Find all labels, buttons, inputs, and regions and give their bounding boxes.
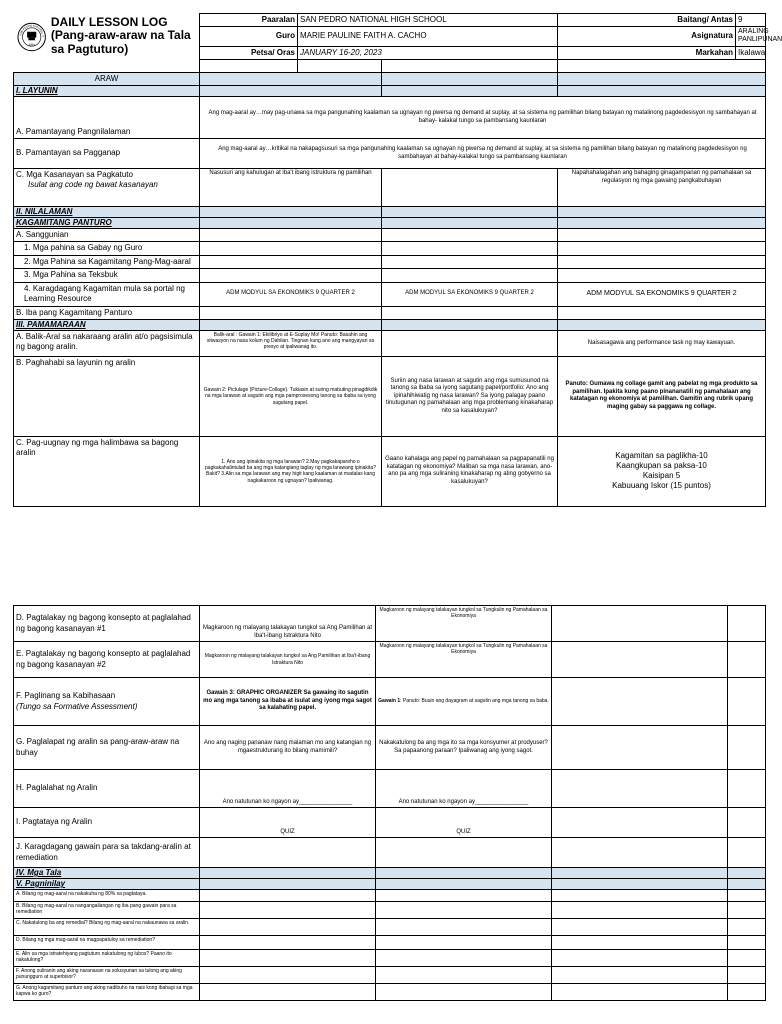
paglinang-label: F. Paglinang sa Kabihasaan — [16, 691, 116, 701]
date-label: Petsa/ Oras — [200, 46, 298, 59]
pag-uugnay-day1: 1. Ano ang ipinakita ng mga larawan? 2.May pagkakapareho o pagkakahalintulad ba ang mga katangiang taglay ng mga larawang ipinakita? Bakit? 3.Alin sa mga larawan ang may higit kang kaalaman at madalas kang nagkakaroon ng ugnayan? Ipaliwanag. — [200, 436, 382, 506]
date-value: JANUARY 16-20, 2023 — [298, 46, 558, 59]
pag-uugnay-label: C. Pag-uugnay ng mga halimbawa sa bagong aralin — [14, 436, 200, 506]
adm-day4: ADM MODYUL SA EKONOMIKS 9 QUARTER 2 — [558, 282, 766, 306]
paglalapat-label: G. Paglalapat ng aralin sa pang-araw-araw na buhay — [14, 726, 200, 770]
sanggunian-item-2: 2. Mga Pahina sa Kagamitang Pang-Mag-aaral — [14, 255, 200, 268]
section-pamamaraan: III. PAMAMARAAN — [14, 319, 766, 330]
grade-value: 9 — [736, 14, 766, 27]
section-kagamitan: KAGAMITANG PANTURO — [14, 218, 766, 229]
iba-pang-kagamitan-label: B. Iba pang Kagamitang Panturo — [14, 306, 200, 319]
balik-aral-day4: Naisasagawa ang performance task ng may kawayuan. — [558, 330, 766, 356]
quarter-value: Ikalawa — [736, 46, 766, 59]
paglalapat-day1: Ano ang naging pananaw nang malaman mo ang katangian ng mgaestrukturang ito bilang mamimili? — [200, 726, 376, 770]
pagninilay-c: C. Nakatulong ba ang remedial? Bilang ng mag-aaral na nakaunawa sa aralin. — [14, 919, 200, 936]
section-nilalaman: II. NILALAMAN — [14, 207, 766, 218]
section-mga-tala: IV. Mga Tala — [14, 868, 766, 879]
karagdagang-gawain-label: J. Karagdagang gawain para sa takdang-aralin at remediation — [14, 838, 200, 868]
doc-title: DAILY LESSON LOG — [50, 14, 168, 29]
paglinang-day1: Gawain 3: GRAPHIC ORGANIZER Sa gawaing ito sagutin mo ang mga tanong sa ibaba at isulat ang iyong mga sagot sa kalahating papel. — [200, 678, 376, 726]
pagtataya-day1: QUIZ — [200, 808, 376, 838]
page-2 — [13, 605, 765, 1001]
page-1 — [13, 13, 782, 507]
pagninilay-f: F. Anong suliranin ang aking naranasan na solusyunan sa tulong ang aking punungguro at superbisor? — [14, 967, 200, 984]
paghahabi-day4: Panuto: Gumawa ng collage gamit ang pabelat ng mga produkto sa pamilihan. Ipakita kung paano pinananatili ng pamahalaan ang katatagan ng ekonomiya at pamilihan. Gamitin ang rubrik upang maging gabay sa paggawa ng collage. — [558, 356, 766, 436]
logo-and-title — [14, 14, 200, 60]
sanggunian-item-1: 1. Mga pahina sa Gabay ng Guro — [14, 242, 200, 255]
adm-day2: ADM MODYUL SA EKONOMIKS 9 QUARTER 2 — [382, 282, 558, 306]
school-value: SAN PEDRO NATIONAL HIGH SCHOOL — [298, 14, 558, 27]
doc-subtitle: (Pang-araw-araw na Tala sa Pagtuturo) — [50, 28, 191, 57]
pagninilay-d: D. Bilang ng mga mag-aaral na magpapatuloy sa remediation? — [14, 936, 200, 950]
pagninilay-a: A. Bilang ng mag-aaral na nakakuha ng 80% sa pagtataya. — [14, 890, 200, 902]
subject-label: Asignatura — [558, 27, 736, 46]
quarter-label: Markahan — [558, 46, 736, 59]
adm-day1: ADM MODYUL SA EKONOMIKS 9 QUARTER 2 — [200, 282, 382, 306]
araw-header: ARAW — [14, 73, 200, 86]
seal-year: 1964 — [28, 42, 35, 46]
paglinang-note: (Tungo sa Formative Assessment) — [16, 701, 138, 711]
dll-table-page-2 — [13, 605, 766, 1001]
kasanayan-day1: Nasusuri ang kahulugan at iba't ibang istruktura ng pamilihan — [200, 169, 382, 207]
pagtataya-label: I. Pagtataya ng Aralin — [14, 808, 200, 838]
pag-uugnay-day2: Gaano kahalaga ang papel ng pamahalaan sa pagpapanatili ng katatagan ng ekonomiya? Maliban sa mga nasa larawan, ano-ano pa ang mga suliraning kinakaharap ng ating gobyerno sa kasalukuyan? — [382, 436, 558, 506]
paglalahat-label: H. Paglalahat ng Aralin — [14, 770, 200, 808]
pagtalakay-1-day2: Magkaroon ng malayang talakayan tungkol sa Tungkulin ng Pamahalaan sa Ekonomiya — [376, 606, 552, 642]
pagninilay-b: B. Bilang ng mag-aaral na nangangailangan ng iba pang gawain para sa remediation — [14, 902, 200, 919]
paglinang-day2-bold: Gawain 1 — [378, 698, 401, 705]
school-label: Paaralan — [200, 14, 298, 27]
sanggunian-label: A. Sanggunian — [14, 229, 200, 242]
section-layunin: I. LAYUNIN — [14, 86, 766, 97]
pagninilay-g: G. Anong kagamitang panturo ang aking nadibuho na nais kong ibahagi sa mga kapwa ko guro? — [14, 984, 200, 1001]
pagtataya-day2: QUIZ — [376, 808, 552, 838]
kasanayan-note: Isulat ang code ng bawat kasanayan — [28, 180, 158, 190]
section-pagninilay: V. Pagninilay — [14, 879, 766, 890]
pagtalakay-2-label: E. Pagtalakay ng bagong konsepto at paglalahad ng bagong kasanayan #2 — [14, 642, 200, 678]
teacher-value: MARIE PAULINE FAITH A. CACHO — [298, 27, 558, 46]
paglalapat-day2: Nakakatulong ba ang mga ito sa mga konsyumer at prodyuser? Sa papaanong paraan? Ipaliwanag ang iyong sagot. — [376, 726, 552, 770]
subject-value: ARALING PANLIPUNAN — [736, 27, 766, 46]
paghahabi-label: B. Paghahabi sa layunin ng aralin — [14, 356, 200, 436]
rubric-line-3: Kaisipan 5 — [642, 471, 681, 481]
pagtalakay-2-day2: Magkaroon ng malayang talakayan tungkol sa Tungkulin ng Pamahalaan sa Ekonomiya — [376, 642, 552, 678]
paglinang-day2: : Panuto: Buuin ang dayagram at sagutin ang mga tanong sa baba. — [400, 698, 549, 705]
pamantayan-sa-pagganap-text: Ang mag-aaral ay…kritikal na nakapagsusuri sa mga pangunahing kaalaman sa ugnayan ng pwersa ng demand at suplay, at sa sistema ng pamilihan bilang batayan ng matalinong pagdedesisyon ng sambahayan at bahay-kalakal tungo sa pambansang kaunlaran — [200, 139, 766, 169]
paghahabi-day2: Suriin ang nasa larawan at sagutin ang mga sumusunod na tanong sa ibaba sa iyong sagutang papel/portfolio: Ano ang ipinahihiwatig ng nasa larawan? Sa iyong palagay paano tinutugunan ng pamahalaan ang mga problemang kinakaharap nito sa kasalukuyan? — [382, 356, 558, 436]
rubric-line-2: Kaangkupan sa paksa-10 — [616, 461, 707, 471]
rubric-line-1: Kagamitan sa paglikha-10 — [615, 451, 708, 461]
pagtalakay-1-day1: Magkaroon ng malayang talakayan tungkol sa Ang Pamilihan at Iba't-ibang Istraktura Nito — [200, 606, 376, 642]
sanggunian-item-3: 3. Mga Pahina sa Teksbuk — [14, 269, 200, 282]
balik-aral-label: A. Balik-Aral sa nakaraang aralin at/o pagsisimula ng bagong aralin. — [14, 330, 200, 356]
kasanayan-label: C. Mga Kasanayan sa Pagkatuto — [16, 170, 133, 179]
pagtalakay-2-day1: Magkaroon ng malayang talakayan tungkol sa Ang Pamilihan at Iba't-ibang Istraktura Nito — [200, 642, 376, 678]
seal-text: SAN PEDRO NATIONAL H — [18, 24, 44, 37]
paghahabi-day1: Gawain 2: Pictulage (Picture-Collage). Tukiasin at suring mabuting pinagdikdik na mga larawan at sagutin ang mga pamprosesong tanong sa ibaba sa iyong sagutang papel. — [200, 356, 382, 436]
paglalahat-day2: Ano natutunan ko ngayon ay________________ — [376, 770, 552, 808]
paglalahat-day1: Ano natutunan ko ngayon ay________________ — [200, 770, 376, 808]
teacher-label: Guro — [200, 27, 298, 46]
pamantayan-sa-pagganap-label: B. Pamantayan sa Pagganap — [14, 139, 200, 169]
pamantayang-pangnilalaman-label: A. Pamantayang Pangnilalaman — [14, 97, 200, 139]
pamantayang-pangnilalaman-text: Ang mag-aaral ay…may pag-unawa sa mga pangunahing kaalaman sa ugnayan ng pwersa ng demand at suplay, at sa sistema ng pamilihan bilang batayan ng matalinong pagdedesisyon ng sambahayan at bahay- kalakal tungo sa pambansang kaunlaran — [200, 97, 766, 139]
rubric-line-4: Kabuuang Iskor (15 puntos) — [612, 481, 711, 491]
pagninilay-e: E. Alin sa mga istratehiyang pagtuturo nakatulong ng lubos? Paano ito nakatulong? — [14, 950, 200, 967]
balik-aral-day1: Balik-aral : Gawain 1: Ekilibriyo at E-Suplay Mo! Panuto: Basahin ang sitwasyon na nasa kolum ng Dahilan. Tingnan kung ano ang mangyayari sa presyo at ipaliwanag ito. — [200, 330, 382, 356]
grade-label: Baitang/ Antas — [558, 14, 736, 27]
school-seal-icon — [16, 14, 47, 60]
sanggunian-item-4: 4. Karagdagang Kagamitan mula sa portal ng Learning Resource — [14, 282, 200, 306]
kasanayan-day4: Napahahalagahan ang bahaging ginagampanan ng pamahalaan sa regulasyon ng mga gawaing pangkabuhayan — [558, 169, 766, 207]
pagtalakay-1-label: D. Pagtalakay ng bagong konsepto at paglalahad ng bagong kasanayan #1 — [14, 606, 200, 642]
dll-table-page-1 — [13, 13, 782, 507]
